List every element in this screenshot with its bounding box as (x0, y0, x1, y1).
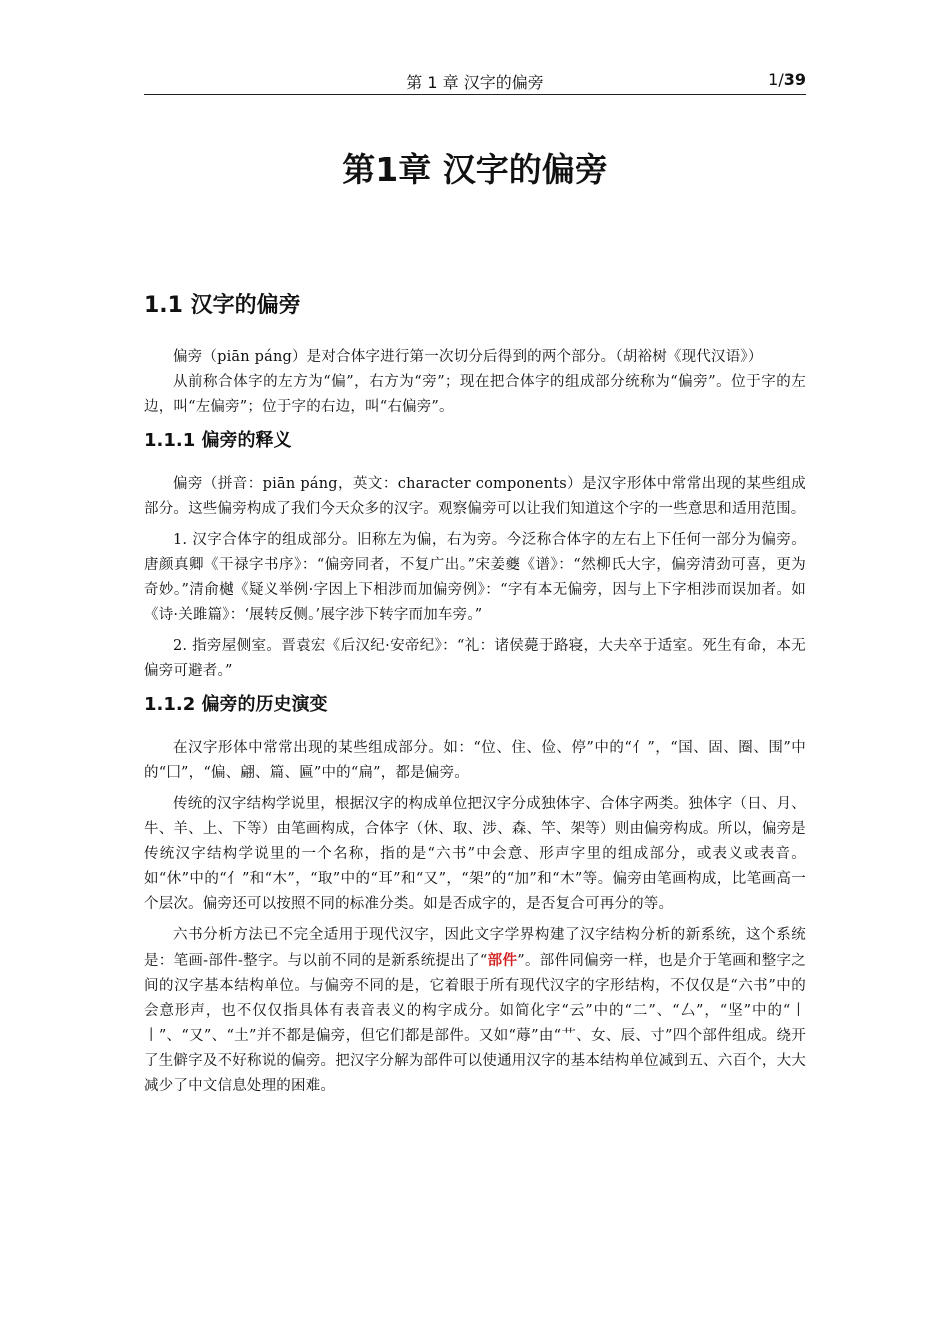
section-title-1-1-1: 1.1.1 偏旁的释义 (144, 430, 292, 451)
page-current: 1/ (768, 70, 784, 89)
page-total: 39 (783, 70, 806, 89)
paragraph: 偏旁（拼音：piān páng，英文：character components）是汉字形体中常常出现的某些组成部分。这些偏旁构成了我们今天众多的汉字。观察偏旁可以让我们知道这个字的一些意思和适用范围。 (144, 476, 806, 517)
paragraph: 1. 汉字合体字的组成部分。旧称左为偏，右为旁。今泛称合体字的左右上下任何一部分为偏旁。唐颜真卿《干禄字书序》：“偏旁同者，不复广出。”宋姜夔《谱》：“然柳氏大字，偏旁清劲可喜，更为奇妙。”清俞樾《疑义举例·字因上下相涉而加偏旁例》：“字有本无偏旁，因与上下字相涉而误加者。如《诗·关雎篇》：‘展转反侧。’展字涉下转字而加车旁。” (144, 532, 806, 623)
page-number (768, 70, 806, 89)
paragraph: 在汉字形体中常常出现的某些组成部分。如：“位、住、俭、停”中的“亻”，“国、固、圈、围”中的“囗”，“偏、翩、篇、匾”中的“扁”，都是偏旁。 (144, 740, 806, 781)
paragraph: 偏旁（piān páng）是对合体字进行第一次切分后得到的两个部分。（胡裕树《现代汉语》） (173, 349, 763, 365)
paragraph: 传统的汉字结构学说里，根据汉字的构成单位把汉字分成独体字、合体字两类。独体字（日、月、牛、羊、上、下等）由笔画构成，合体字（休、取、涉、森、竿、架等）则由偏旁构成。所以，偏旁是传统汉字结构学说里的一个名称，指的是“六书”中会意、形声字里的组成部分，或表义或表音。如“休”中的“亻”和“木”，“取”中的“耳”和“又”，“架”的“加”和“木”等。偏旁由笔画构成，比笔画高一个层次。偏旁还可以按照不同的标准分类。如是否成字的，是否复合可再分的等。 (144, 796, 806, 912)
chapter-title: 第1章 汉字的偏旁 (342, 150, 608, 189)
paragraph: 从前称合体字的左方为“偏”，右方为“旁”；现在把合体字的组成部分统称为“偏旁”。位于字的左边，叫“左偏旁”；位于字的右边，叫“右偏旁”。 (144, 374, 806, 415)
highlighted-term: 部件 (487, 952, 518, 969)
document-body (144, 140, 806, 1099)
paragraph-text: 六书分析方法已不完全适用于现代汉字，因此文字学界构建了汉字结构分析的新系统，这个系统是：笔画-部件-整字。与以前不同的是新系统提出了“ (144, 927, 806, 969)
paragraph (144, 923, 806, 1099)
paragraph: 2. 指旁屋侧室。晋袁宏《后汉纪·安帝纪》：“礼：诸侯薨于路寝，大夫卒于适室。死生有命，本无偏旁可避者。” (144, 638, 806, 679)
header-title: 第 1 章 汉字的偏旁 (406, 73, 544, 92)
page-header (144, 64, 806, 95)
section-title-1-1: 1.1 汉字的偏旁 (144, 293, 301, 318)
paragraph-text: ”。部件同偏旁一样，也是介于笔画和整字之间的汉字基本结构单位。与偏旁不同的是，它着眼于所有现代汉字的字形结构，不仅仅是“六书”中的会意形声，也不仅仅指具体有表音表义的构字成分。如简化字“云”中的“二”、“厶”，“坚”中的“丨丨”、“又”、“土”并不都是偏旁，但它们都是部件。又如“蓐”由“艹、女、辰、寸”四个部件组成。绕开了生僻字及不好称说的偏旁。把汉字分解为部件可以使通用汉字的基本结构单位减到五、六百个，大大减少了中文信息处理的困难。 (144, 953, 807, 1094)
section-title-1-1-2: 1.1.2 偏旁的历史演变 (144, 694, 328, 715)
